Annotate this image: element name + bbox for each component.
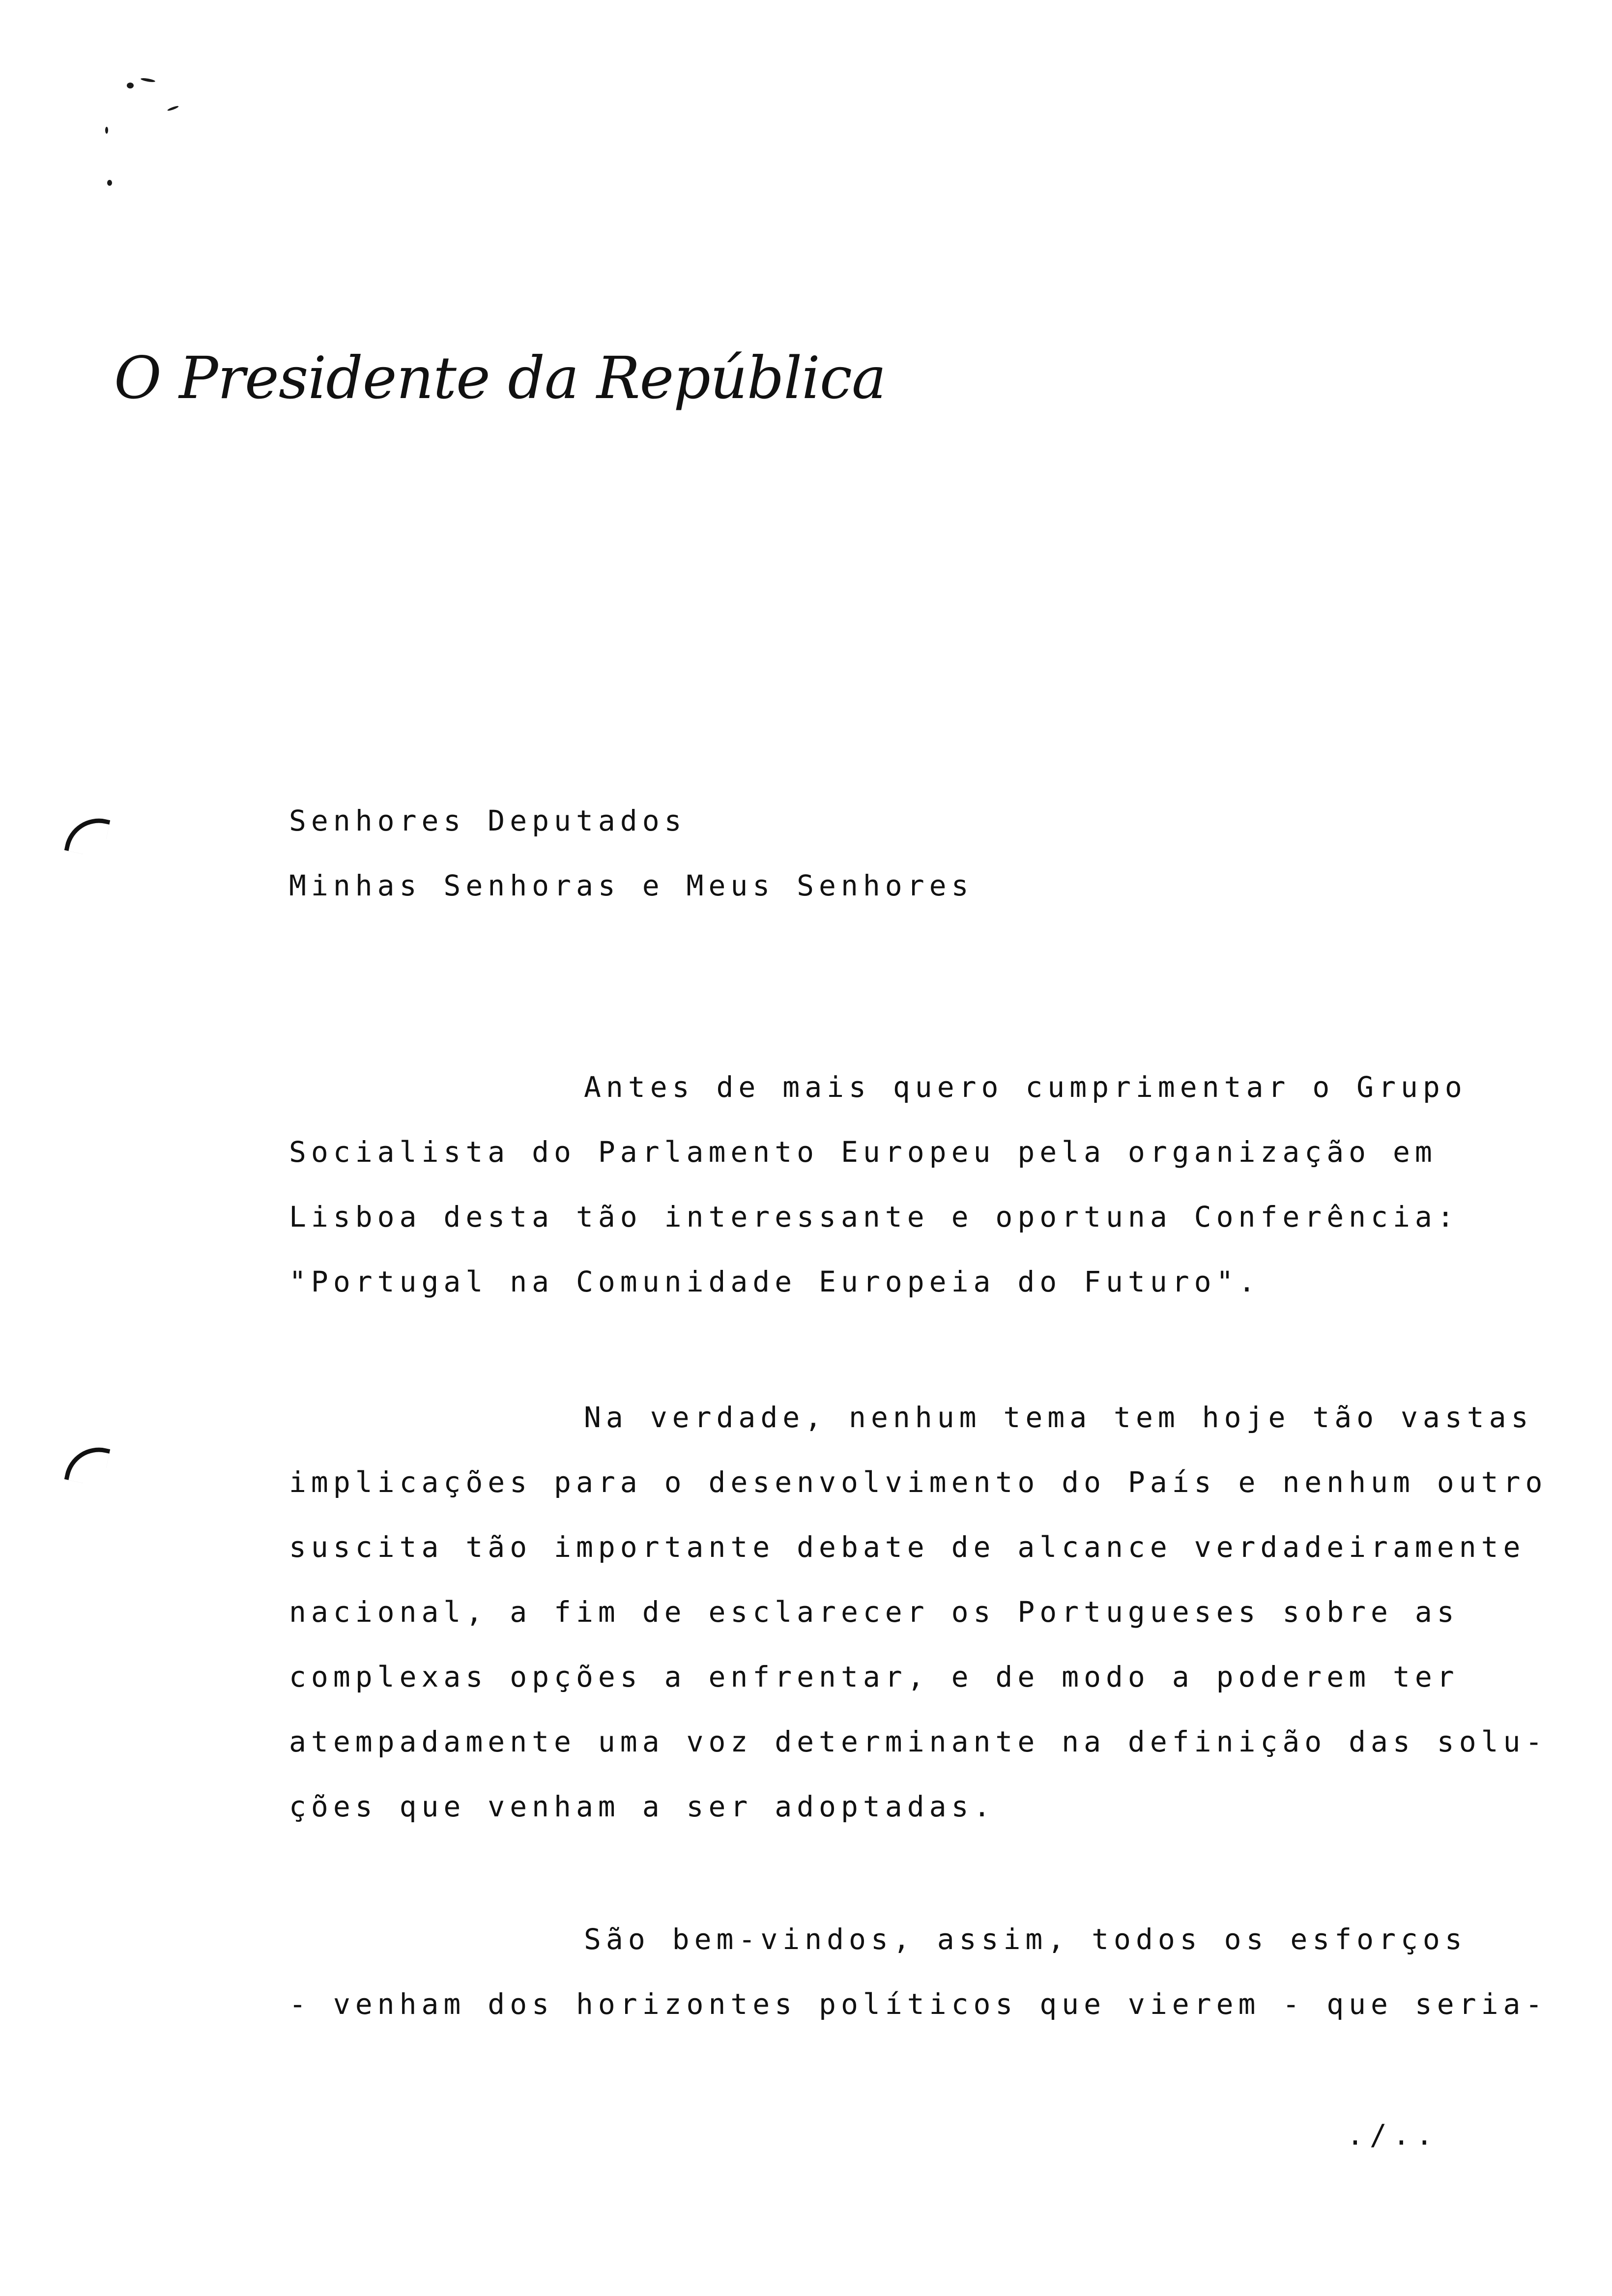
- page-continuation-mark: ./..: [1347, 2118, 1439, 2152]
- paragraph-line: nacional, a fim de esclarecer os Portugueses sobre as: [289, 1595, 1459, 1629]
- paragraph-line: Antes de mais quero cumprimentar o Grupo: [584, 1070, 1467, 1104]
- paragraph-line: complexas opções a enfrentar, e de modo a poderem ter: [289, 1660, 1459, 1693]
- scan-speck: [127, 83, 134, 88]
- paragraph-line: - venham dos horizontes políticos que vierem - que seria-: [289, 1987, 1548, 2021]
- paragraph-line: atempadamente uma voz determinante na definição das solu-: [289, 1725, 1548, 1758]
- paragraph-line: implicações para o desenvolvimento do País e nenhum outro: [289, 1465, 1548, 1499]
- paragraph-line: suscita tão importante debate de alcance verdadeiramente: [289, 1530, 1526, 1564]
- paragraph-line: "Portugal na Comunidade Europeia do Futuro".: [289, 1265, 1261, 1298]
- binder-hole-mark: [64, 1441, 111, 1488]
- salutation-line: Minhas Senhoras e Meus Senhores: [289, 869, 974, 902]
- paragraph-line: ções que venham a ser adoptadas.: [289, 1790, 996, 1823]
- scan-speck: [105, 127, 108, 134]
- letterhead-title: O Presidente da República: [114, 344, 886, 412]
- paragraph-greeting: [289, 1055, 1467, 1314]
- salutation: [289, 788, 1429, 918]
- scan-speck: [141, 77, 156, 83]
- scan-speck: [107, 180, 112, 186]
- paragraph-line: Na verdade, nenhum tema tem hoje tão vastas: [584, 1401, 1533, 1434]
- paragraph-welcome: [289, 1907, 1548, 2037]
- binder-hole-mark: [64, 812, 111, 859]
- paragraph-line: São bem-vindos, assim, todos os esforços: [584, 1923, 1467, 1956]
- scan-speck: [167, 105, 179, 112]
- paragraph-line: Socialista do Parlamento Europeu pela organização em: [289, 1135, 1437, 1169]
- paragraph-line: Lisboa desta tão interessante e oportuna Conferência:: [289, 1200, 1459, 1234]
- paragraph-importance: [289, 1385, 1548, 1839]
- salutation-line: Senhores Deputados: [289, 804, 687, 837]
